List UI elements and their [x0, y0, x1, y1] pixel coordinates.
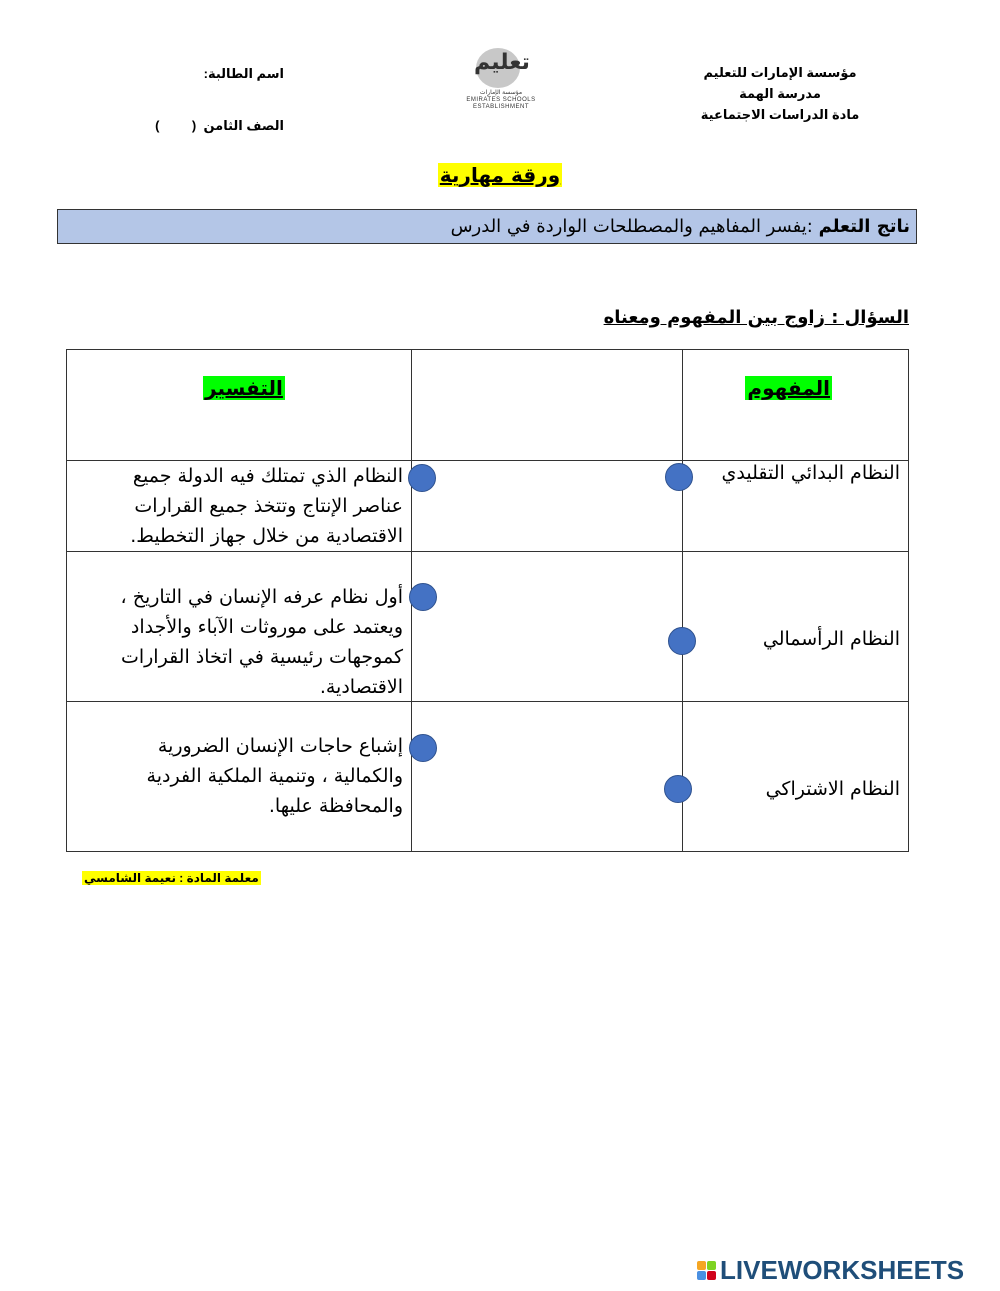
student-name-label: اسم الطالبة:	[203, 66, 284, 81]
logo-arabic-text: تعليم	[474, 50, 530, 75]
liveworksheets-brand	[697, 1255, 964, 1285]
concept-match-point[interactable]	[664, 775, 692, 803]
learning-outcome-text: :يفسر المفاهيم والمصطلحات الواردة في الدرس	[450, 216, 813, 237]
teacher-name: معلمة المادة : نعيمة الشامسي	[84, 871, 259, 885]
learning-outcome	[57, 209, 917, 244]
organization-name: مؤسسة الإمارات للتعليم	[703, 65, 857, 80]
question-prompt: السؤال : زاوج بين المفهوم ومعناه	[603, 307, 909, 328]
logo-tile	[697, 1271, 706, 1280]
page-title: ورقة مهارية	[439, 163, 561, 187]
logo-tile	[697, 1261, 706, 1270]
concept-match-point[interactable]	[668, 627, 696, 655]
concept-match-point[interactable]	[665, 463, 693, 491]
concept-item: النظام الاشتراكي	[765, 778, 900, 800]
subject-name: مادة الدراسات الاجتماعية	[700, 107, 860, 122]
school-info	[670, 62, 890, 125]
school-name: مدرسة الهمة	[739, 86, 821, 101]
table-divider	[67, 551, 908, 552]
explanation-item: إشباع حاجات الإنسان الضرورية والكمالية ، وتنمية الملكية الفردية والمحافظة عليها.	[146, 735, 403, 817]
concept-item: النظام الرأسمالي	[762, 628, 900, 650]
explanation-item: أول نظام عرفه الإنسان في التاريخ ، ويعتمد على موروثات الآباء والأجداد كموجهات رئيسية في اتخاذ القرارات الاقتصادية.	[120, 586, 403, 698]
logo-tile	[707, 1271, 716, 1280]
explanation-match-point[interactable]	[409, 734, 437, 762]
liveworksheets-wordmark: LIVEWORKSHEETS	[720, 1254, 965, 1285]
liveworksheets-logo-icon	[697, 1261, 716, 1280]
explanation-item: النظام الذي تمتلك فيه الدولة جميع عناصر الإنتاج وتتخذ جميع القرارات الاقتصادية من خلال جهاز التخطيط.	[130, 465, 403, 547]
concept-header: المفهوم	[747, 376, 830, 400]
ese-logo	[458, 44, 544, 118]
learning-outcome-label: ناتج التعلم	[818, 216, 910, 237]
explanation-header: التفسير	[205, 376, 283, 400]
explanation-match-point[interactable]	[408, 464, 436, 492]
concept-item: النظام البدائي التقليدي	[721, 462, 900, 484]
logo-subtitle: مؤسسة الإمارات EMIRATES SCHOOLS ESTABLISHMENT	[466, 90, 536, 110]
explanation-match-point[interactable]	[409, 583, 437, 611]
logo-tile	[707, 1261, 716, 1270]
matching-table	[66, 349, 909, 852]
grade-label: الصف الثامن ( )	[155, 118, 284, 133]
